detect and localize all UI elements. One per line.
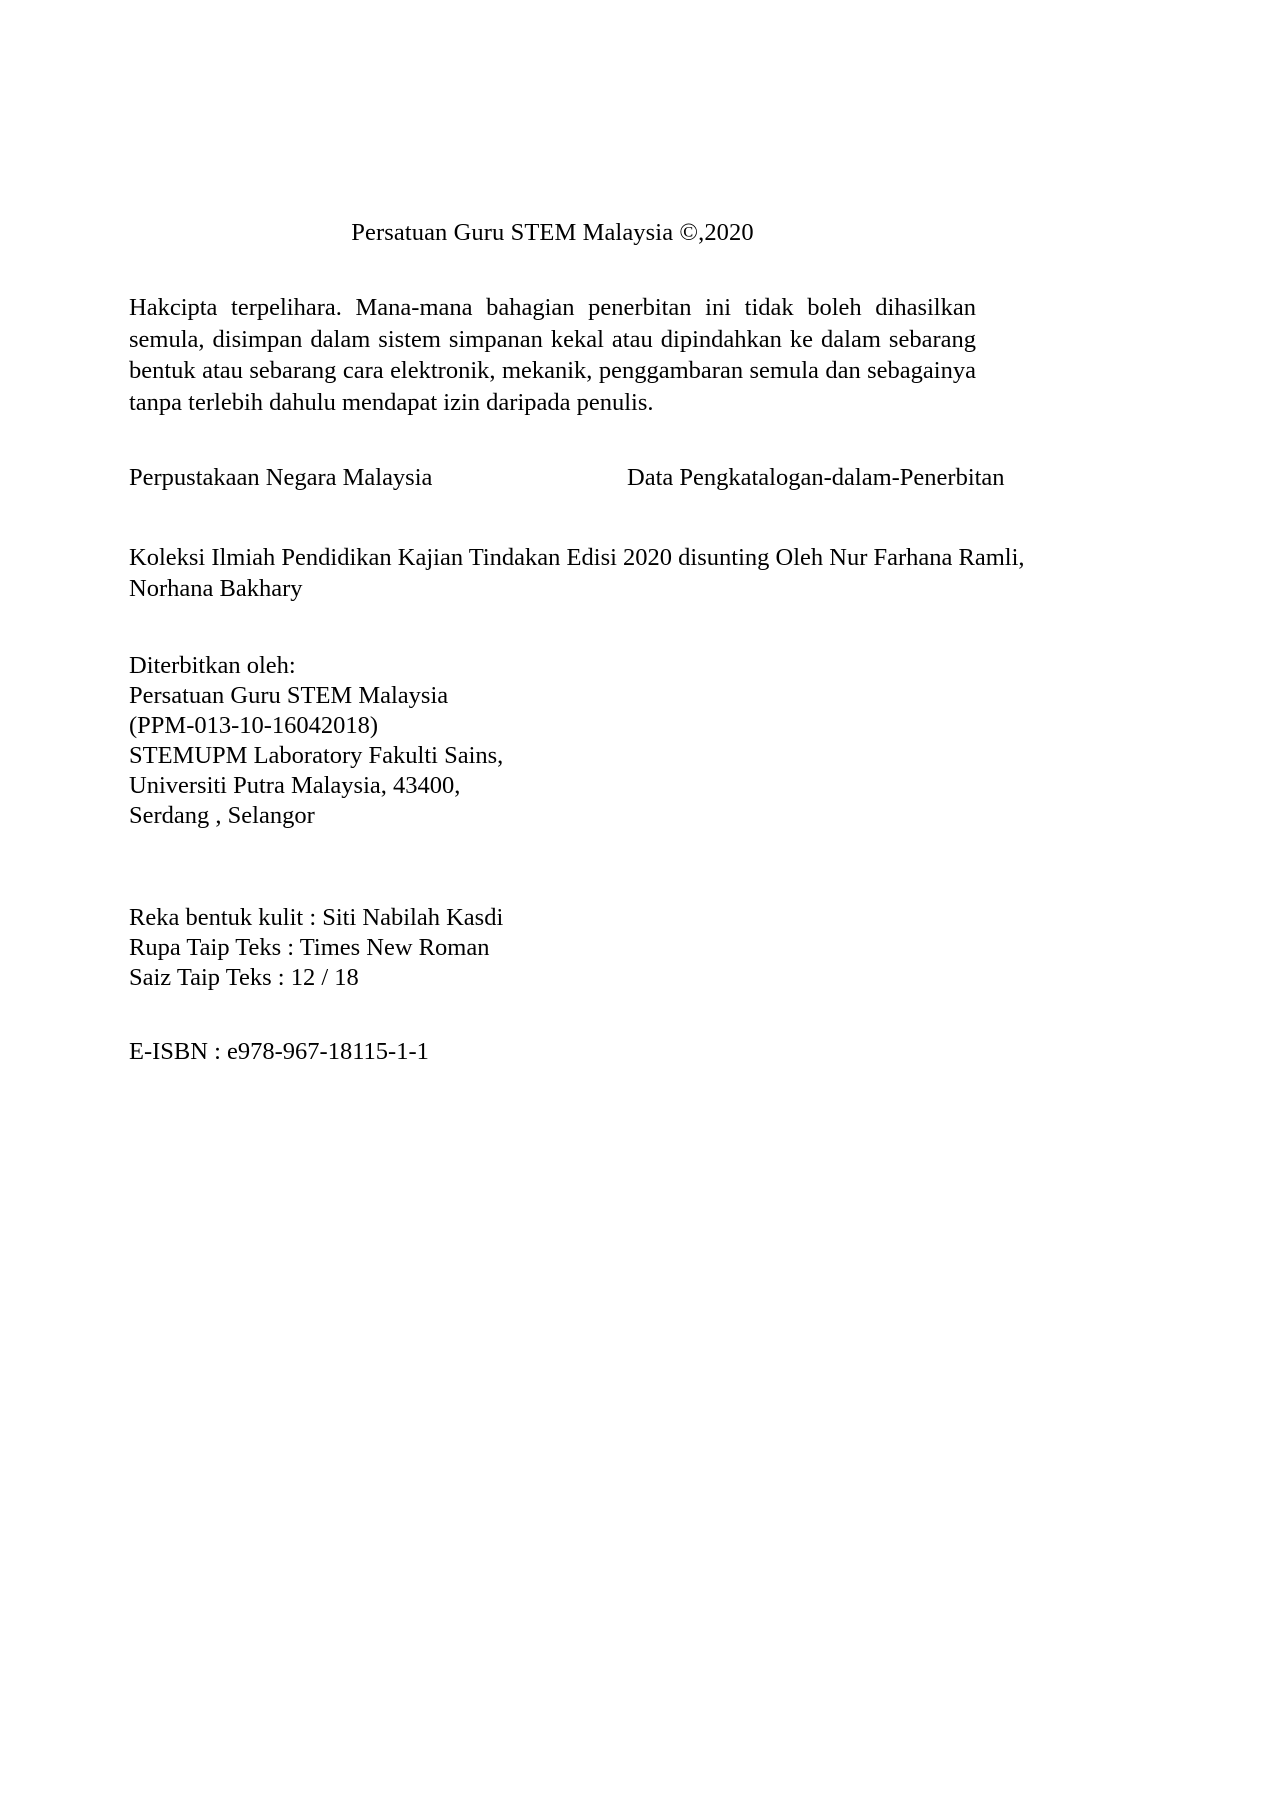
design-credits-block <box>129 903 976 993</box>
isbn-block <box>129 1037 976 1067</box>
cataloguing-in-publication-label: Data Pengkatalogan-dalam-Penerbitan <box>627 464 1005 491</box>
publisher-address-line-3: Serdang , Selangor <box>129 801 315 829</box>
publisher-name: Persatuan Guru STEM Malaysia <box>129 681 449 709</box>
collection-title-line-1: Koleksi Ilmiah Pendidikan Kajian Tindakan Edisi 2020 disunting Oleh Nur Farhana Ramli, <box>129 543 1025 571</box>
collection-title-line-2: Norhana Bakhary <box>129 575 303 602</box>
copyright-notice: Persatuan Guru STEM Malaysia ©,2020 <box>351 219 754 246</box>
national-library-label: Perpustakaan Negara Malaysia <box>129 464 433 491</box>
publisher-address-line-2: Universiti Putra Malaysia, 43400, <box>129 771 461 799</box>
publisher-block <box>129 651 976 831</box>
catalog-row <box>129 462 1005 494</box>
type-size-credit: Saiz Taip Teks : 12 / 18 <box>129 963 359 991</box>
collection-title-block <box>129 542 1025 605</box>
typeface-credit: Rupa Taip Teks : Times New Roman <box>129 933 490 961</box>
page-content <box>129 0 1025 1067</box>
publisher-registration-number: (PPM-013-10-16042018) <box>129 711 379 739</box>
cover-design-credit: Reka bentuk kulit : Siti Nabilah Kasdi <box>129 903 504 931</box>
publisher-address-line-1: STEMUPM Laboratory Fakulti Sains, <box>129 741 504 769</box>
published-by-heading: Diterbitkan oleh: <box>129 651 296 679</box>
rights-reserved-paragraph: Hakcipta terpelihara. Mana-mana bahagian penerbitan ini tidak boleh dihasilkan semula, disimpan dalam sistem simpanan kekal atau dipindahkan ke dalam sebarang bentuk atau sebarang cara elektronik, mekanik, penggambaran semula dan sebagainya tanpa terlebih dahulu mendapat izin daripada penulis. <box>129 294 976 416</box>
e-isbn-value: E-ISBN : e978-967-18115-1-1 <box>129 1037 429 1065</box>
